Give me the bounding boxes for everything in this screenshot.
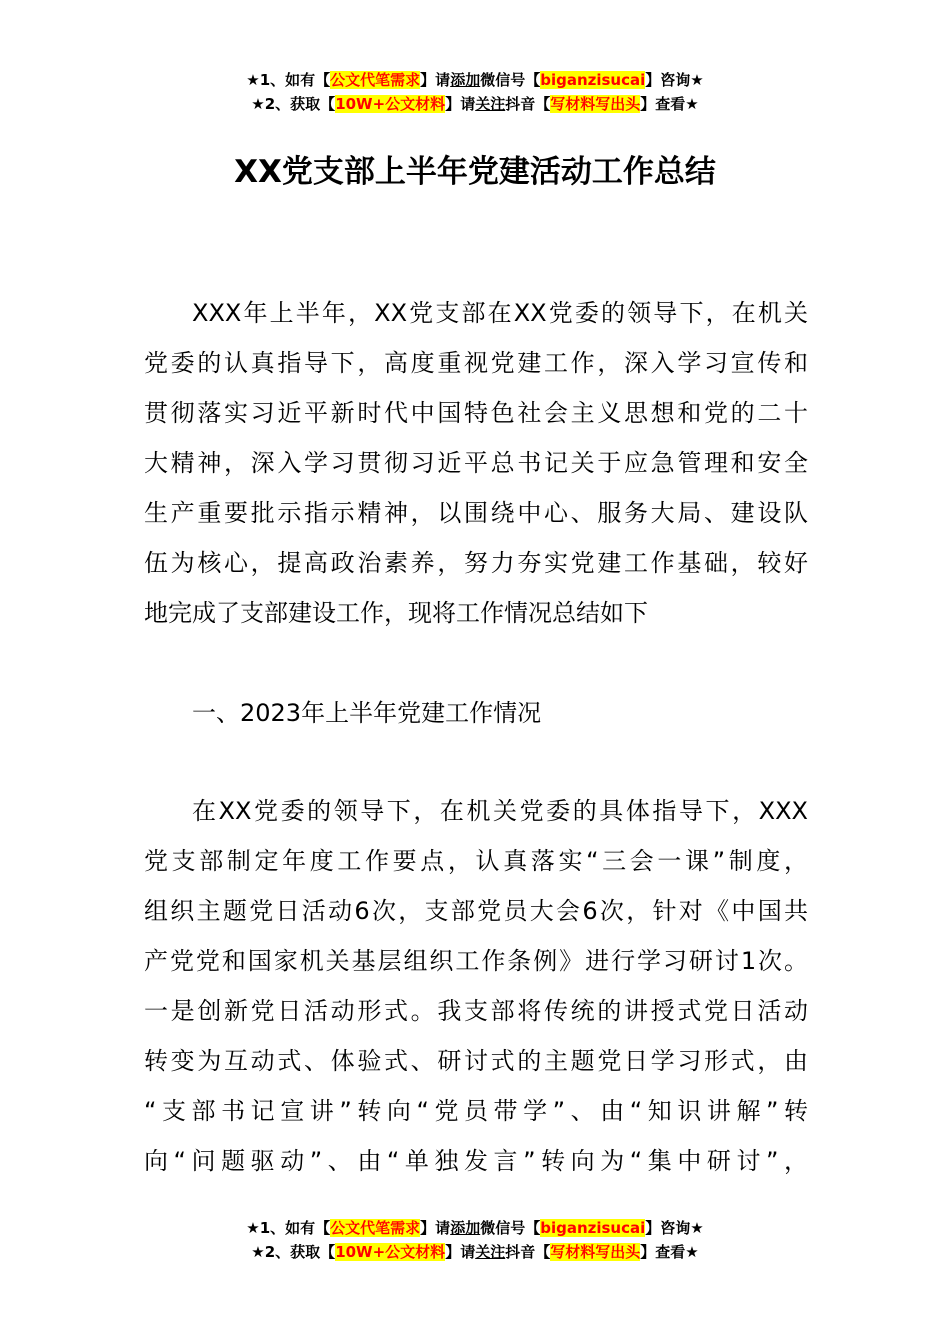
banner-line2-highlight-douyin: 写材料写出头 bbox=[550, 1243, 641, 1261]
banner-line2-part-g: 】查看★ bbox=[640, 1243, 699, 1261]
banner-line2-part-c: 】请 bbox=[445, 1243, 476, 1261]
paragraph-line: 贯彻落实习近平新时代中国特色社会主义思想和党的二十 bbox=[144, 399, 808, 427]
banner-line-2 bbox=[0, 92, 950, 116]
banner-line-1 bbox=[0, 1216, 950, 1240]
banner-line2-highlight-douyin: 写材料写出头 bbox=[550, 95, 641, 113]
banner-line1-part-a: ★1、如有【 bbox=[246, 1219, 331, 1237]
banner-line2-part-e: 抖音【 bbox=[505, 1243, 551, 1261]
banner-line-1 bbox=[0, 68, 950, 92]
paragraph-line: 一是创新党日活动形式。我支部将传统的讲授式党日活动 bbox=[144, 997, 808, 1025]
paragraph-line: 生产重要批示指示精神，以围绕中心、服务大局、建设队 bbox=[144, 499, 808, 527]
paragraph-line: 伍为核心，提高政治素养，努力夯实党建工作基础，较好 bbox=[144, 549, 808, 577]
paragraph-line: 产党党和国家机关基层组织工作条例》进行学习研讨1次。 bbox=[144, 947, 808, 975]
banner-line2-part-g: 】查看★ bbox=[640, 95, 699, 113]
banner-line1-highlight-service: 公文代笔需求 bbox=[330, 1219, 421, 1237]
banner-line2-highlight-materials: 10W+公文材料 bbox=[335, 1243, 446, 1261]
banner-line2-part-d: 关注 bbox=[475, 95, 506, 113]
banner-line2-part-e: 抖音【 bbox=[505, 95, 551, 113]
paragraph-intro bbox=[144, 288, 808, 638]
banner-line1-part-g: 】咨询★ bbox=[645, 71, 704, 89]
paragraph-section-1 bbox=[144, 786, 808, 1186]
banner-line2-part-d: 关注 bbox=[475, 1243, 506, 1261]
banner-line1-part-c: 】请 bbox=[420, 1219, 451, 1237]
banner-line1-part-e: 微信号【 bbox=[480, 1219, 541, 1237]
banner-line-2 bbox=[0, 1240, 950, 1264]
paragraph-line: 地完成了支部建设工作，现将工作情况总结如下 bbox=[144, 599, 648, 627]
paragraph-line: 组织主题党日活动6次，支部党员大会6次，针对《中国共 bbox=[144, 897, 808, 925]
paragraph-line: 向“问题驱动”、由“单独发言”转向为“集中研讨”， bbox=[144, 1147, 808, 1175]
paragraph-line: 党委的认真指导下，高度重视党建工作，深入学习宣传和 bbox=[144, 349, 808, 377]
banner-line1-part-e: 微信号【 bbox=[480, 71, 541, 89]
paragraph-line: XXX年上半年，XX党支部在XX党委的领导下，在机关 bbox=[192, 299, 808, 327]
banner-line1-highlight-service: 公文代笔需求 bbox=[330, 71, 421, 89]
paragraph-line: 在XX党委的领导下，在机关党委的具体指导下，XXX bbox=[192, 797, 808, 825]
banner-line1-part-d: 添加 bbox=[450, 71, 481, 89]
banner-line1-part-a: ★1、如有【 bbox=[246, 71, 331, 89]
banner-line1-part-g: 】咨询★ bbox=[645, 1219, 704, 1237]
banner-line1-part-d: 添加 bbox=[450, 1219, 481, 1237]
footer-banner bbox=[0, 1216, 950, 1264]
paragraph-line: 党支部制定年度工作要点，认真落实“三会一课”制度， bbox=[144, 847, 808, 875]
banner-line1-highlight-wechat: biganzisucai bbox=[540, 1219, 646, 1237]
section-heading-1: 一、2023年上半年党建工作情况 bbox=[192, 699, 542, 727]
paragraph-line: 大精神，深入学习贯彻习近平总书记关于应急管理和安全 bbox=[144, 449, 808, 477]
banner-line1-part-c: 】请 bbox=[420, 71, 451, 89]
header-banner bbox=[0, 68, 950, 116]
banner-line2-part-a: ★2、获取【 bbox=[251, 1243, 336, 1261]
document-title: XX党支部上半年党建活动工作总结 bbox=[234, 154, 716, 190]
paragraph-line: 转变为互动式、体验式、研讨式的主题党日学习形式，由 bbox=[144, 1047, 808, 1075]
banner-line2-part-a: ★2、获取【 bbox=[251, 95, 336, 113]
banner-line1-highlight-wechat: biganzisucai bbox=[540, 71, 646, 89]
paragraph-line: “支部书记宣讲”转向“党员带学”、由“知识讲解”转 bbox=[144, 1097, 808, 1125]
banner-line2-highlight-materials: 10W+公文材料 bbox=[335, 95, 446, 113]
banner-line2-part-c: 】请 bbox=[445, 95, 476, 113]
